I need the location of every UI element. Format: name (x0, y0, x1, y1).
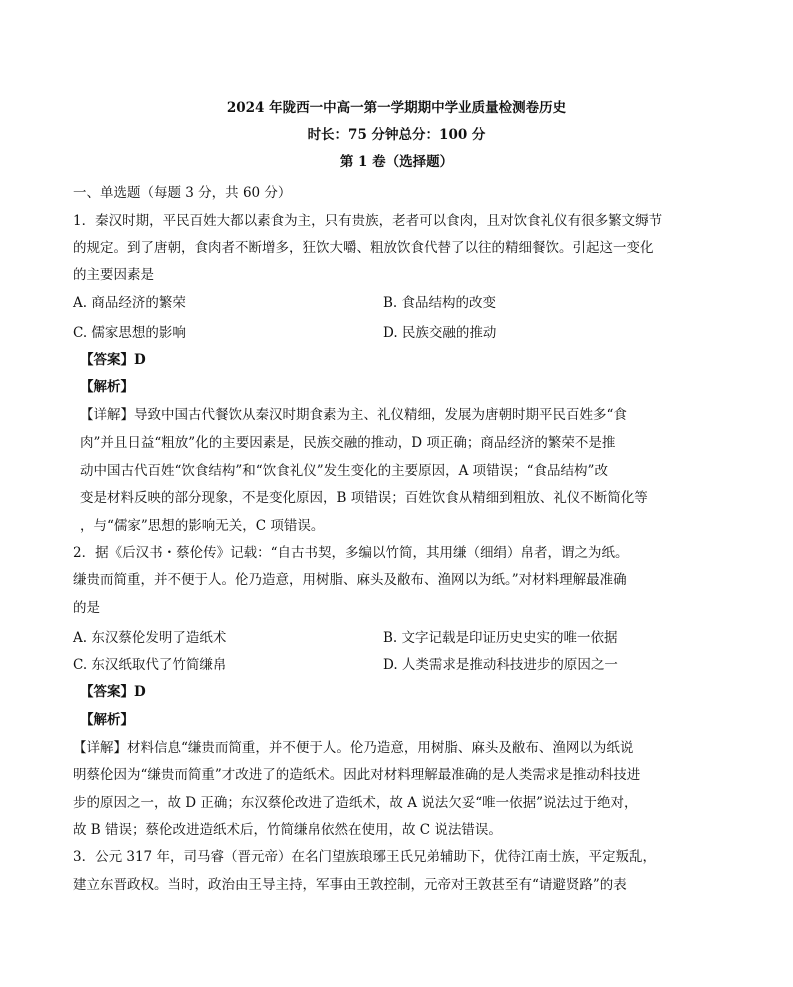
q2-stem-line: 缣贵而简重，并不便于人。伦乃造意，用树脂、麻头及敝布、渔网以为纸。”对材料理解最准确 (73, 572, 627, 588)
q2-detail-line: 步的原因之一，故 D 正确；东汉蔡伦改进了造纸术，故 A 说法欠妥“唯一依据”说法过于绝对， (73, 795, 638, 811)
q1-stem-line: 1．秦汉时期，平民百姓大都以素食为主，只有贵族，老者可以食肉，且对饮食礼仪有很多繁文缛节 (73, 213, 663, 229)
q2-detail-line: 明蔡伦因为“缣贵而简重”才改进了的造纸术。因此对材料理解最准确的是人类需求是推动科技进 (73, 767, 641, 783)
q1-detail-line: ，与“儒家”思想的影响无关，C 项错误。 (80, 518, 325, 534)
q1-detail-line: 动中国古代百姓“饮食结构”和“饮食礼仪”发生变化的主要原因，A 项错误；“食品结构”改 (80, 463, 608, 479)
q1-answer: 【答案】D (80, 352, 146, 368)
q1-analysis-label: 【解析】 (80, 379, 134, 395)
q1-option-c: C. 儒家思想的影响 (73, 325, 186, 341)
q2-detail-line: 故 B 错误；蔡伦改进造纸术后，竹简缣帛依然在使用，故 C 说法错误。 (73, 822, 502, 838)
q1-detail-line: 变是材料反映的部分现象，不是变化原因，B 项错误；百姓饮食从精细到粗放、礼仪不断简化等 (80, 490, 648, 506)
q2-stem-line: 2．据《后汉书・蔡伦传》记载：“自古书契，多编以竹简，其用缣（细绢）帛者，谓之为纸。 (73, 545, 629, 561)
volume-title: 第 1 卷（选择题） (339, 154, 454, 170)
q3-stem-line: 建立东晋政权。当时，政治由王导主持，军事由王敦控制，元帝对王敦甚至有“请避贤路”的表 (73, 877, 627, 893)
q1-option-a: A. 商品经济的繁荣 (73, 295, 186, 311)
q2-option-a: A. 东汉蔡伦发明了造纸术 (73, 630, 227, 646)
q2-option-b: B. 文字记载是印证历史史实的唯一依据 (383, 630, 618, 646)
q1-detail-line: 【详解】导致中国古代餐饮从秦汉时期食素为主、礼仪精细，发展为唐朝时期平民百姓多“食 (80, 407, 627, 423)
q2-analysis-label: 【解析】 (80, 712, 134, 728)
q1-stem-line: 的规定。到了唐朝，食肉者不断增多，狂饮大嚼、粗放饮食代替了以往的精细餐饮。引起这一变化 (73, 240, 654, 256)
q3-stem-line: 3．公元 317 年，司马睿（晋元帝）在名门望族琅琊王氏兄弟辅助下，优待江南士族，平定叛乱， (73, 849, 656, 865)
q1-option-d: D. 民族交融的推动 (383, 325, 497, 341)
exam-title: 2024 年陇西一中高一第一学期期中学业质量检测卷历史 (226, 100, 567, 116)
section-heading: 一、单选题（每题 3 分，共 60 分） (73, 185, 292, 201)
q2-option-d: D. 人类需求是推动科技进步的原因之一 (383, 657, 618, 673)
q2-detail-line: 【详解】材料信息“缣贵而简重，并不便于人。伦乃造意，用树脂、麻头及敝布、渔网以为纸说 (73, 740, 634, 756)
q2-stem-line: 的是 (73, 600, 100, 616)
q1-stem-line: 的主要因素是 (73, 267, 154, 283)
q1-option-b: B. 食品结构的改变 (383, 295, 497, 311)
q2-option-c: C. 东汉纸取代了竹简缣帛 (73, 657, 227, 673)
q2-answer: 【答案】D (80, 684, 146, 700)
exam-meta: 时长：75 分钟总分：100 分 (307, 127, 486, 143)
q1-detail-line: 肉”并且日益“粗放”化的主要因素是，民族交融的推动，D 项正确；商品经济的繁荣不是推 (80, 435, 616, 451)
